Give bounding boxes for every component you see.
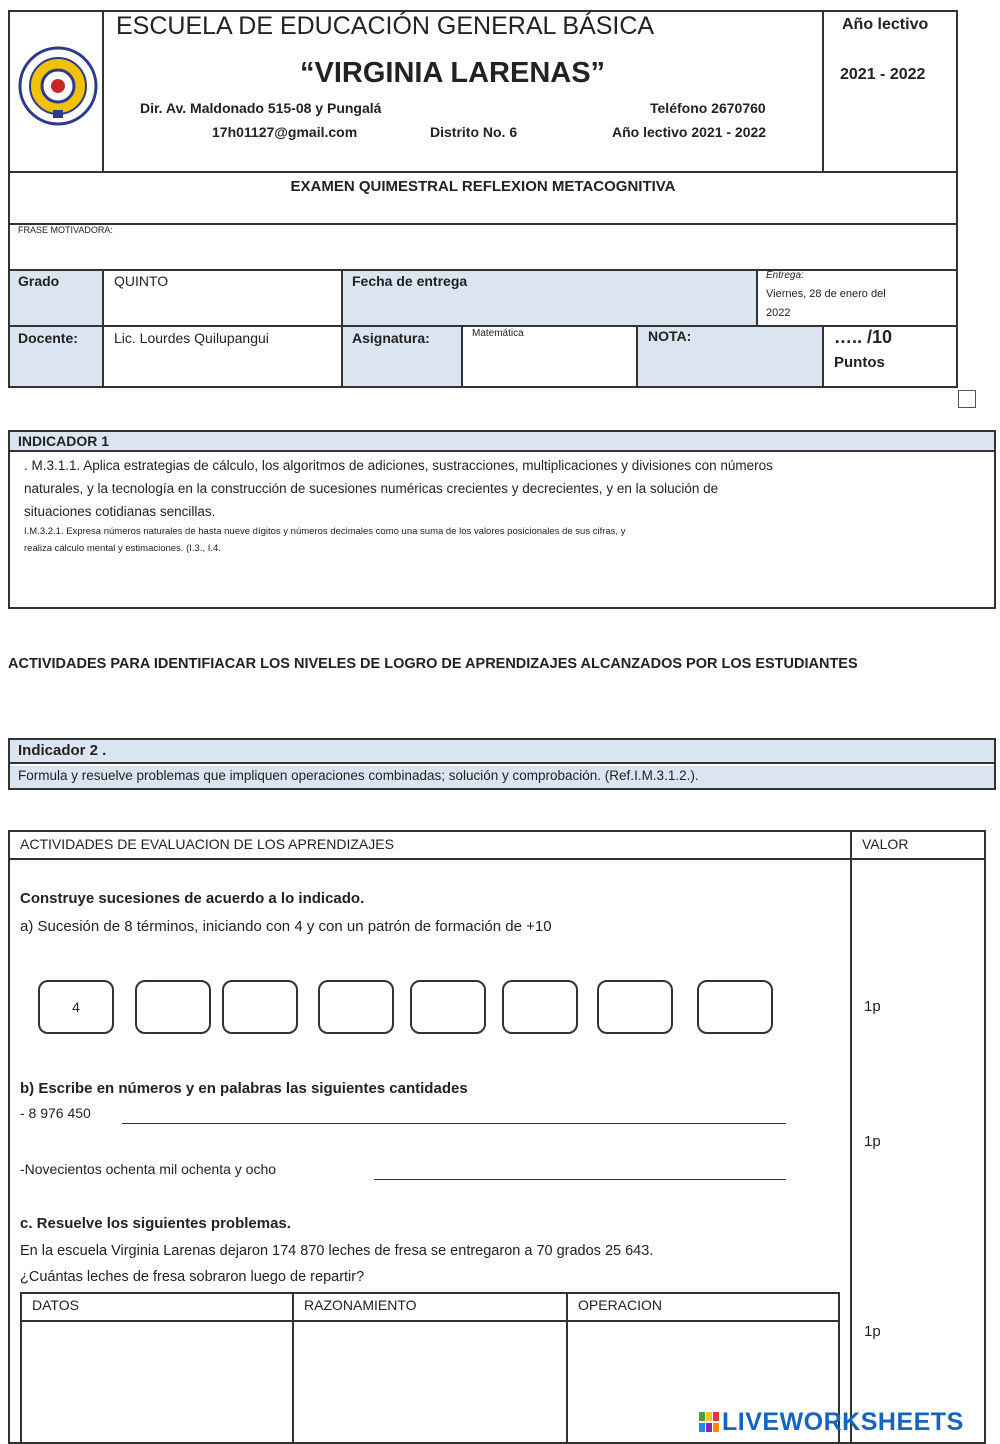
score-value: ….. /10 — [834, 327, 893, 347]
col-value: VALOR — [862, 836, 909, 852]
subject-value: Matemática — [472, 328, 524, 339]
sequence-box[interactable] — [697, 980, 773, 1034]
checkbox[interactable] — [958, 390, 976, 408]
indicator1-line2: naturales, y la tecnología en la construcción de sucesiones numéricas crecientes y decrecientes, y en la solución de — [24, 481, 719, 496]
indicator1-line1: . M.3.1.1. Aplica estrategias de cálculo, los algoritmos de adiciones, sustracciones, multiplicaciones y divisiones con números — [24, 458, 773, 473]
school-phone: Teléfono 2670760 — [650, 100, 766, 116]
table-header-rule — [8, 858, 986, 860]
delivery-label: Fecha de entrega — [352, 273, 468, 289]
indicator1-block — [8, 430, 996, 609]
school-line: ESCUELA DE EDUCACIÓN GENERAL BÁSICA — [116, 12, 655, 40]
value-c: 1p — [864, 1323, 881, 1340]
activities-heading: ACTIVIDADES PARA IDENTIFIACAR LOS NIVELES DE LOGRO DE APRENDIZAJES ALCANZADOS POR LOS ESTUDIANTES — [8, 656, 858, 672]
year-value: 2021 - 2022 — [840, 66, 926, 83]
delivery-note-1: Entrega: — [766, 270, 804, 281]
indicator1-line3: situaciones cotidianas sencillas. — [24, 504, 216, 519]
question-b-item1: - 8 976 450 — [20, 1105, 91, 1121]
teacher-label: Docente: — [18, 330, 78, 346]
question-a-title: Construye sucesiones de acuerdo a lo indicado. — [20, 890, 365, 907]
question-b-title: b) Escribe en números y en palabras las siguientes cantidades — [20, 1080, 468, 1097]
sequence-box[interactable] — [502, 980, 578, 1034]
question-a-text: a) Sucesión de 8 términos, iniciando con 4 y con un patrón de formación de +10 — [20, 918, 552, 935]
school-email: 17h01127@gmail.com — [212, 124, 358, 140]
year-label: Año lectivo — [842, 16, 929, 33]
sequence-box[interactable]: 4 — [38, 980, 114, 1034]
watermark-logo-icon — [698, 1410, 720, 1434]
indicator1-header — [10, 432, 994, 452]
grade-value: QUINTO — [114, 273, 169, 289]
sequence-box[interactable] — [222, 980, 298, 1034]
year-divider — [822, 10, 824, 173]
sequence-box[interactable] — [597, 980, 673, 1034]
col-activities: ACTIVIDADES DE EVALUACION DE LOS APRENDIZAJES — [20, 836, 394, 852]
indicator2-header — [10, 740, 994, 764]
school-logo — [16, 44, 100, 128]
motto-row — [8, 223, 958, 271]
value-b: 1p — [864, 1133, 881, 1150]
indicator1-line4: I.M.3.2.1. Expresa números naturales de hasta nueve dígitos y números decimales como una suma de los valores posicionales de sus cifras, y — [24, 526, 626, 537]
school-address: Dir. Av. Maldonado 515-08 y Pungalá — [140, 100, 382, 116]
grade-label: Grado — [18, 273, 60, 289]
motto-label: FRASE MOTIVADORA: — [18, 225, 113, 235]
sequence-box[interactable] — [135, 980, 211, 1034]
subtable-header-rule — [20, 1320, 840, 1322]
school-district: Distrito No. 6 — [430, 124, 518, 140]
question-b-item2: -Novecientos ochenta mil ochenta y ocho — [20, 1161, 277, 1177]
indicator2-text: Formula y resuelve problemas que impliquen operaciones combinadas; solución y comprobación. (Ref.I.M.3.1.2.). — [18, 768, 699, 783]
subcol-reasoning: RAZONAMIENTO — [304, 1297, 417, 1313]
value-column-rule — [850, 830, 852, 1444]
logo-divider — [102, 10, 104, 173]
subcol-operation: OPERACION — [578, 1297, 663, 1313]
score-unit: Puntos — [834, 354, 885, 371]
delivery-note-2: Viernes, 28 de enero del — [766, 288, 886, 300]
answer-line-b1[interactable] — [122, 1123, 786, 1124]
question-c-line1: En la escuela Virginia Larenas dejaron 174 870 leches de fresa se entregaron a 70 grados 25 643. — [20, 1243, 654, 1259]
question-c-title: c. Resuelve los siguientes problemas. — [20, 1215, 291, 1232]
teacher-value: Lic. Lourdes Quilupangui — [114, 330, 269, 346]
sequence-box[interactable] — [410, 980, 486, 1034]
score-label: NOTA: — [648, 328, 692, 344]
subcol-data: DATOS — [32, 1297, 79, 1313]
answer-line-b2[interactable] — [374, 1179, 786, 1180]
subtable-col-rule-2 — [566, 1292, 568, 1444]
indicator1-title: INDICADOR 1 — [18, 433, 110, 449]
value-a: 1p — [864, 998, 881, 1015]
subtable-col-rule-1 — [292, 1292, 294, 1444]
indicator1-line5: realiza cálculo mental y estimaciones. (I.3., I.4. — [24, 543, 221, 554]
question-c-line2: ¿Cuántas leches de fresa sobraron luego de repartir? — [20, 1269, 365, 1285]
answer-cell-data[interactable] — [24, 1324, 290, 1440]
delivery-note-3: 2022 — [766, 307, 791, 319]
school-year-line: Año lectivo 2021 - 2022 — [612, 124, 767, 140]
watermark-text: LIVEWORKSHEETS — [722, 1408, 964, 1436]
subject-label: Asignatura: — [352, 330, 430, 346]
school-name: “VIRGINIA LARENAS” — [300, 57, 606, 89]
exam-title: EXAMEN QUIMESTRAL REFLEXION METACOGNITIVA — [290, 178, 676, 195]
indicator2-title: Indicador 2 . — [18, 742, 107, 759]
answer-cell-reasoning[interactable] — [296, 1324, 564, 1440]
sequence-box[interactable] — [318, 980, 394, 1034]
